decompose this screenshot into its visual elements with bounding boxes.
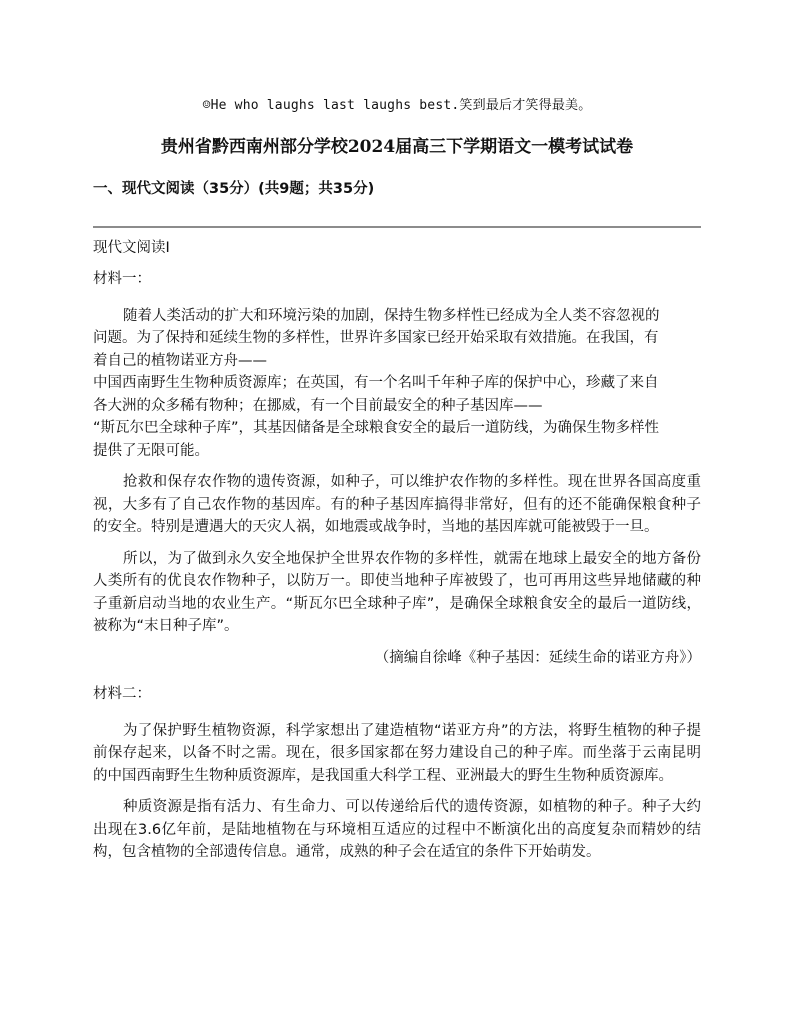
material2-label: 材料二： [93,686,151,702]
material1-source: （摘编自徐峰《种子基因：延续生命的诺亚方舟》） [374,649,701,666]
text-line: 问题。为了保持和延续生物的多样性，世界许多国家已经开始采取有效措施。在我国，有 [93,330,659,346]
material1-paragraph-3: 所以，为了做到永久安全地保护全世界农作物的多样性，就需在地球上最安全的地方备份人类所有的优良农作物种子，以防万一。即使当地种子库被毁了，也可再用这些异地储藏的种子重新启动当地的农业生产。“斯瓦尔巴全球种子库”，是确保全球粮食安全的最后一道防线，被称为“末日种子库”。 [93,550,701,634]
material2-paragraph-2: 种质资源是指有活力、有生命力、可以传递给后代的遗传资源，如植物的种子。种子大约出现在3.6亿年前，是陆地植物在与环境相互适应的过程中不断演化出的高度复杂而精妙的结构，包含植物的全部遗传信息。通常，成熟的种子会在适宜的条件下开始萌发。 [93,799,701,860]
header-motto: ☺He who laughs last laughs best.笑到最后才笑得最美。 [202,98,592,113]
material1-label: 材料一： [93,271,151,287]
section-divider [93,226,701,228]
material2-paragraph-1: 为了保护野生植物资源，科学家想出了建造植物“诺亚方舟”的方法，将野生植物的种子提前保存起来，以备不时之需。现在，很多国家都在努力建设自己的种子库。而坐落于云南昆明的中国西南野生生物种质资源库，是我国重大科学工程、亚洲最大的野生生物种质资源库。 [93,722,701,784]
section-heading: 一、现代文阅读（35分）(共9题；共35分) [93,181,375,197]
text-line: 着自己的植物诺亚方舟—— [93,352,267,369]
text-line: 中国西南野生生物种质资源库；在英国，有一个名叫千年种子库的保护中心，珍藏了来自 [93,375,659,391]
material1-paragraph-2: 抢救和保存农作物的遗传资源，如种子，可以维护农作物的多样性。现在世界各国高度重视，大多有了自己农作物的基因库。有的种子基因库搞得非常好，但有的还不能确保粮食种子的安全。特别是遭遇大的天灾人祸，如地震或战争时，当地的基因库就可能被毁于一旦。 [93,474,701,535]
material1-paragraph-1 [93,305,701,463]
document-title: 贵州省黔西南州部分学校2024届高三下学期语文一模考试试卷 [160,137,634,157]
text-line: 随着人类活动的扩大和环境污染的加剧，保持生物多样性已经成为全人类不容忽视的 [123,307,660,324]
question-label: 现代文阅读I [93,240,170,256]
text-line: 各大洲的众多稀有物种；在挪威，有一个目前最安全的种子基因库—— [93,397,543,414]
text-line: 提供了无限可能。 [93,442,209,459]
text-line: “斯瓦尔巴全球种子库”，其基因储备是全球粮食安全的最后一道防线，为确保生物多样性 [93,420,660,436]
reading-passage [93,268,701,873]
